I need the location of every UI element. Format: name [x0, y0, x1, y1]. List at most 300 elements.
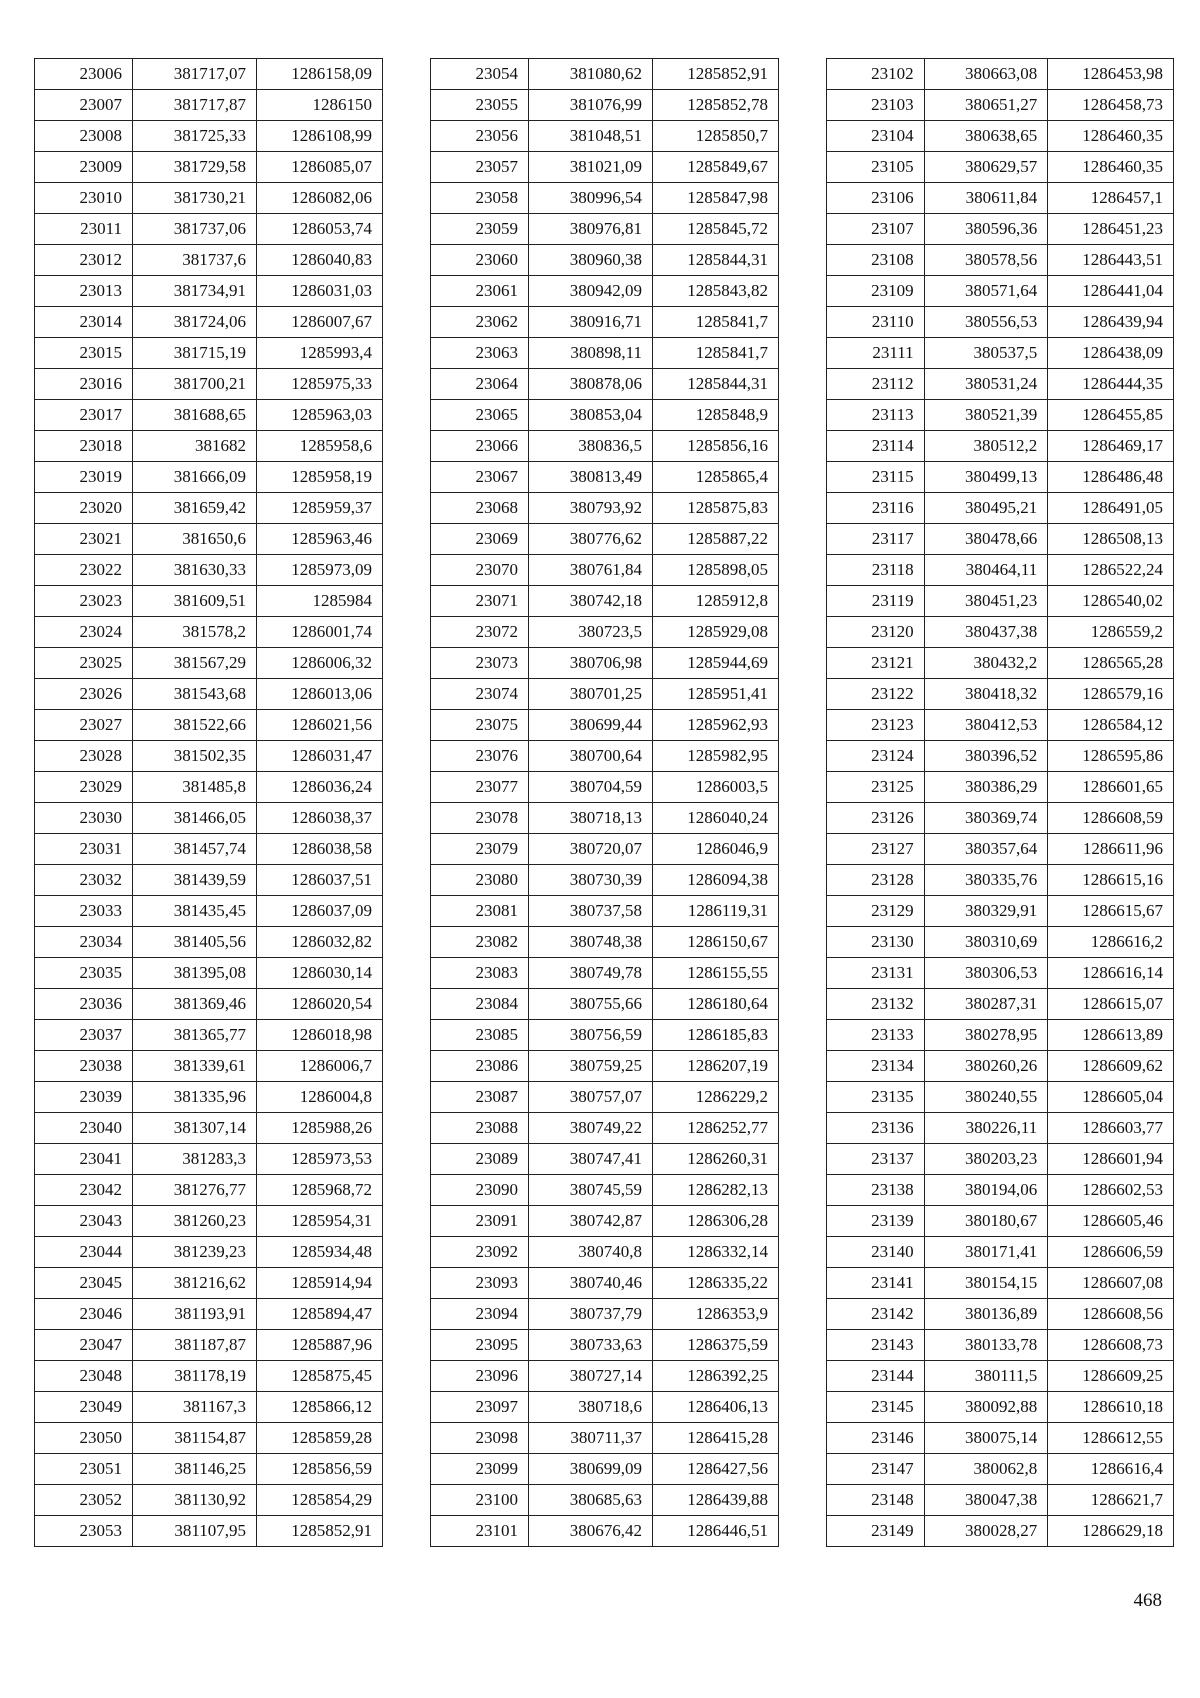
- point-id-cell: 23098: [431, 1423, 529, 1454]
- table-row: [35, 927, 383, 958]
- y-coordinate-cell: 1285849,67: [653, 152, 779, 183]
- x-coordinate-cell: 380942,09: [529, 276, 653, 307]
- table-row: [35, 1051, 383, 1082]
- point-id-cell: 23014: [35, 307, 133, 338]
- y-coordinate-cell: 1285959,37: [257, 493, 383, 524]
- x-coordinate-cell: 381609,51: [133, 586, 257, 617]
- table-row: [431, 1330, 779, 1361]
- table-row: [431, 1299, 779, 1330]
- table-row: [35, 369, 383, 400]
- y-coordinate-cell: 1285962,93: [653, 710, 779, 741]
- y-coordinate-cell: 1285968,72: [257, 1175, 383, 1206]
- point-id-cell: 23081: [431, 896, 529, 927]
- x-coordinate-cell: 381717,07: [133, 59, 257, 90]
- y-coordinate-cell: 1286443,51: [1048, 245, 1174, 276]
- point-id-cell: 23042: [35, 1175, 133, 1206]
- x-coordinate-cell: 380718,13: [529, 803, 653, 834]
- y-coordinate-cell: 1286486,48: [1048, 462, 1174, 493]
- point-id-cell: 23137: [827, 1144, 925, 1175]
- y-coordinate-cell: 1286332,14: [653, 1237, 779, 1268]
- point-id-cell: 23072: [431, 617, 529, 648]
- table-row: [431, 586, 779, 617]
- y-coordinate-cell: 1285856,16: [653, 431, 779, 462]
- x-coordinate-cell: 381021,09: [529, 152, 653, 183]
- table-row: [431, 1392, 779, 1423]
- point-id-cell: 23143: [827, 1330, 925, 1361]
- y-coordinate-cell: 1285841,7: [653, 307, 779, 338]
- point-id-cell: 23116: [827, 493, 925, 524]
- table-row: [431, 276, 779, 307]
- y-coordinate-cell: 1286438,09: [1048, 338, 1174, 369]
- x-coordinate-cell: 381682: [133, 431, 257, 462]
- table-row: [431, 1206, 779, 1237]
- x-coordinate-cell: 380730,39: [529, 865, 653, 896]
- y-coordinate-cell: 1285887,22: [653, 524, 779, 555]
- y-coordinate-cell: 1286085,07: [257, 152, 383, 183]
- y-coordinate-cell: 1286601,65: [1048, 772, 1174, 803]
- point-id-cell: 23096: [431, 1361, 529, 1392]
- y-coordinate-cell: 1286119,31: [653, 896, 779, 927]
- point-id-cell: 23046: [35, 1299, 133, 1330]
- x-coordinate-cell: 380638,65: [924, 121, 1048, 152]
- y-coordinate-cell: 1286629,18: [1048, 1516, 1174, 1547]
- point-id-cell: 23058: [431, 183, 529, 214]
- y-coordinate-cell: 1285866,12: [257, 1392, 383, 1423]
- point-id-cell: 23115: [827, 462, 925, 493]
- x-coordinate-cell: 380075,14: [924, 1423, 1048, 1454]
- y-coordinate-cell: 1286603,77: [1048, 1113, 1174, 1144]
- table-row: [35, 741, 383, 772]
- table-row: [827, 183, 1174, 214]
- point-id-cell: 23084: [431, 989, 529, 1020]
- y-coordinate-cell: 1286082,06: [257, 183, 383, 214]
- point-id-cell: 23050: [35, 1423, 133, 1454]
- x-coordinate-cell: 380194,06: [924, 1175, 1048, 1206]
- page-number: 468: [1133, 1590, 1162, 1611]
- y-coordinate-cell: 1286427,56: [653, 1454, 779, 1485]
- x-coordinate-cell: 380556,53: [924, 307, 1048, 338]
- table-row: [431, 1144, 779, 1175]
- point-id-cell: 23091: [431, 1206, 529, 1237]
- point-id-cell: 23043: [35, 1206, 133, 1237]
- point-id-cell: 23055: [431, 90, 529, 121]
- x-coordinate-cell: 380062,8: [924, 1454, 1048, 1485]
- x-coordinate-cell: 380757,07: [529, 1082, 653, 1113]
- point-id-cell: 23069: [431, 524, 529, 555]
- x-coordinate-cell: 381725,33: [133, 121, 257, 152]
- x-coordinate-cell: 381730,21: [133, 183, 257, 214]
- table-row: [35, 989, 383, 1020]
- point-id-cell: 23134: [827, 1051, 925, 1082]
- table-row: [827, 1423, 1174, 1454]
- point-id-cell: 23023: [35, 586, 133, 617]
- point-id-cell: 23044: [35, 1237, 133, 1268]
- point-id-cell: 23047: [35, 1330, 133, 1361]
- y-coordinate-cell: 1285844,31: [653, 369, 779, 400]
- y-coordinate-cell: 1285844,31: [653, 245, 779, 276]
- x-coordinate-cell: 380203,23: [924, 1144, 1048, 1175]
- point-id-cell: 23103: [827, 90, 925, 121]
- table-row: [431, 1082, 779, 1113]
- table-row: [431, 1454, 779, 1485]
- table-row: [431, 400, 779, 431]
- x-coordinate-cell: 380629,57: [924, 152, 1048, 183]
- point-id-cell: 23076: [431, 741, 529, 772]
- x-coordinate-cell: 381502,35: [133, 741, 257, 772]
- point-id-cell: 23057: [431, 152, 529, 183]
- y-coordinate-cell: 1286150,67: [653, 927, 779, 958]
- table-row: [35, 307, 383, 338]
- point-id-cell: 23145: [827, 1392, 925, 1423]
- y-coordinate-cell: 1286508,13: [1048, 524, 1174, 555]
- y-coordinate-cell: 1286406,13: [653, 1392, 779, 1423]
- point-id-cell: 23090: [431, 1175, 529, 1206]
- point-id-cell: 23056: [431, 121, 529, 152]
- y-coordinate-cell: 1286444,35: [1048, 369, 1174, 400]
- y-coordinate-cell: 1285843,82: [653, 276, 779, 307]
- table-row: [827, 1144, 1174, 1175]
- table-row: [431, 121, 779, 152]
- y-coordinate-cell: 1285847,98: [653, 183, 779, 214]
- x-coordinate-cell: 380611,84: [924, 183, 1048, 214]
- table-row: [35, 152, 383, 183]
- point-id-cell: 23040: [35, 1113, 133, 1144]
- y-coordinate-cell: 1285963,46: [257, 524, 383, 555]
- y-coordinate-cell: 1285984: [257, 586, 383, 617]
- y-coordinate-cell: 1286610,18: [1048, 1392, 1174, 1423]
- point-id-cell: 23019: [35, 462, 133, 493]
- x-coordinate-cell: 380512,2: [924, 431, 1048, 462]
- point-id-cell: 23132: [827, 989, 925, 1020]
- y-coordinate-cell: 1285852,91: [257, 1516, 383, 1547]
- y-coordinate-cell: 1286439,94: [1048, 307, 1174, 338]
- y-coordinate-cell: 1286306,28: [653, 1206, 779, 1237]
- point-id-cell: 23018: [35, 431, 133, 462]
- x-coordinate-cell: 380499,13: [924, 462, 1048, 493]
- y-coordinate-cell: 1285993,4: [257, 338, 383, 369]
- x-coordinate-cell: 380748,38: [529, 927, 653, 958]
- x-coordinate-cell: 381365,77: [133, 1020, 257, 1051]
- y-coordinate-cell: 1286353,9: [653, 1299, 779, 1330]
- point-id-cell: 23068: [431, 493, 529, 524]
- table-row: [35, 1082, 383, 1113]
- table-row: [431, 617, 779, 648]
- x-coordinate-cell: 381659,42: [133, 493, 257, 524]
- y-coordinate-cell: 1285852,91: [653, 59, 779, 90]
- point-id-cell: 23138: [827, 1175, 925, 1206]
- table-row: [827, 1237, 1174, 1268]
- y-coordinate-cell: 1286046,9: [653, 834, 779, 865]
- y-coordinate-cell: 1285912,8: [653, 586, 779, 617]
- x-coordinate-cell: 380571,64: [924, 276, 1048, 307]
- point-id-cell: 23032: [35, 865, 133, 896]
- x-coordinate-cell: 380740,8: [529, 1237, 653, 1268]
- point-id-cell: 23021: [35, 524, 133, 555]
- point-id-cell: 23133: [827, 1020, 925, 1051]
- table-row: [35, 183, 383, 214]
- table-row: [431, 803, 779, 834]
- y-coordinate-cell: 1285856,59: [257, 1454, 383, 1485]
- point-id-cell: 23031: [35, 834, 133, 865]
- x-coordinate-cell: 380776,62: [529, 524, 653, 555]
- table-row: [431, 741, 779, 772]
- x-coordinate-cell: 380357,64: [924, 834, 1048, 865]
- x-coordinate-cell: 381485,8: [133, 772, 257, 803]
- point-id-cell: 23016: [35, 369, 133, 400]
- table-row: [827, 1454, 1174, 1485]
- y-coordinate-cell: 1286559,2: [1048, 617, 1174, 648]
- x-coordinate-cell: 380701,25: [529, 679, 653, 710]
- table-row: [827, 121, 1174, 152]
- x-coordinate-cell: 380521,39: [924, 400, 1048, 431]
- x-coordinate-cell: 380180,67: [924, 1206, 1048, 1237]
- table-row: [35, 1330, 383, 1361]
- point-id-cell: 23147: [827, 1454, 925, 1485]
- point-id-cell: 23123: [827, 710, 925, 741]
- y-coordinate-cell: 1286607,08: [1048, 1268, 1174, 1299]
- table-row: [35, 1144, 383, 1175]
- point-id-cell: 23059: [431, 214, 529, 245]
- y-coordinate-cell: 1286207,19: [653, 1051, 779, 1082]
- y-coordinate-cell: 1285973,53: [257, 1144, 383, 1175]
- table-row: [35, 1516, 383, 1547]
- x-coordinate-cell: 381737,6: [133, 245, 257, 276]
- x-coordinate-cell: 380699,09: [529, 1454, 653, 1485]
- x-coordinate-cell: 380531,24: [924, 369, 1048, 400]
- point-id-cell: 23049: [35, 1392, 133, 1423]
- table-row: [35, 896, 383, 927]
- point-id-cell: 23093: [431, 1268, 529, 1299]
- y-coordinate-cell: 1285848,9: [653, 400, 779, 431]
- coordinate-table-3: [826, 58, 1174, 1547]
- x-coordinate-cell: 381080,62: [529, 59, 653, 90]
- y-coordinate-cell: 1285852,78: [653, 90, 779, 121]
- table-row: [827, 927, 1174, 958]
- point-id-cell: 23009: [35, 152, 133, 183]
- x-coordinate-cell: 381307,14: [133, 1113, 257, 1144]
- point-id-cell: 23064: [431, 369, 529, 400]
- point-id-cell: 23112: [827, 369, 925, 400]
- point-id-cell: 23085: [431, 1020, 529, 1051]
- x-coordinate-cell: 381729,58: [133, 152, 257, 183]
- y-coordinate-cell: 1286040,83: [257, 245, 383, 276]
- table-row: [827, 1485, 1174, 1516]
- point-id-cell: 23148: [827, 1485, 925, 1516]
- table-row: [827, 493, 1174, 524]
- table-row: [431, 1361, 779, 1392]
- point-id-cell: 23074: [431, 679, 529, 710]
- table-row: [35, 555, 383, 586]
- point-id-cell: 23127: [827, 834, 925, 865]
- point-id-cell: 23039: [35, 1082, 133, 1113]
- y-coordinate-cell: 1286469,17: [1048, 431, 1174, 462]
- x-coordinate-cell: 380412,53: [924, 710, 1048, 741]
- point-id-cell: 23136: [827, 1113, 925, 1144]
- table-row: [827, 524, 1174, 555]
- y-coordinate-cell: 1285988,26: [257, 1113, 383, 1144]
- point-id-cell: 23129: [827, 896, 925, 927]
- y-coordinate-cell: 1286185,83: [653, 1020, 779, 1051]
- x-coordinate-cell: 380111,5: [924, 1361, 1048, 1392]
- y-coordinate-cell: 1286605,46: [1048, 1206, 1174, 1237]
- y-coordinate-cell: 1286606,59: [1048, 1237, 1174, 1268]
- y-coordinate-cell: 1286037,51: [257, 865, 383, 896]
- point-id-cell: 23092: [431, 1237, 529, 1268]
- x-coordinate-cell: 380464,11: [924, 555, 1048, 586]
- table-row: [35, 1175, 383, 1206]
- y-coordinate-cell: 1286013,06: [257, 679, 383, 710]
- x-coordinate-cell: 380704,59: [529, 772, 653, 803]
- y-coordinate-cell: 1286609,62: [1048, 1051, 1174, 1082]
- x-coordinate-cell: 381650,6: [133, 524, 257, 555]
- table-row: [827, 276, 1174, 307]
- table-row: [431, 1020, 779, 1051]
- y-coordinate-cell: 1285845,72: [653, 214, 779, 245]
- point-id-cell: 23017: [35, 400, 133, 431]
- point-id-cell: 23144: [827, 1361, 925, 1392]
- table-row: [827, 307, 1174, 338]
- table-row: [35, 493, 383, 524]
- point-id-cell: 23033: [35, 896, 133, 927]
- y-coordinate-cell: 1285929,08: [653, 617, 779, 648]
- table-row: [431, 1113, 779, 1144]
- x-coordinate-cell: 381276,77: [133, 1175, 257, 1206]
- x-coordinate-cell: 380836,5: [529, 431, 653, 462]
- point-id-cell: 23146: [827, 1423, 925, 1454]
- y-coordinate-cell: 1286038,58: [257, 834, 383, 865]
- y-coordinate-cell: 1286040,24: [653, 803, 779, 834]
- table-row: [827, 741, 1174, 772]
- x-coordinate-cell: 381405,56: [133, 927, 257, 958]
- table-row: [35, 1020, 383, 1051]
- y-coordinate-cell: 1286415,28: [653, 1423, 779, 1454]
- point-id-cell: 23088: [431, 1113, 529, 1144]
- table-row: [827, 1392, 1174, 1423]
- table-row: [431, 431, 779, 462]
- x-coordinate-cell: 380226,11: [924, 1113, 1048, 1144]
- point-id-cell: 23120: [827, 617, 925, 648]
- y-coordinate-cell: 1286094,38: [653, 865, 779, 896]
- y-coordinate-cell: 1286608,73: [1048, 1330, 1174, 1361]
- x-coordinate-cell: 380793,92: [529, 493, 653, 524]
- y-coordinate-cell: 1286611,96: [1048, 834, 1174, 865]
- point-id-cell: 23048: [35, 1361, 133, 1392]
- x-coordinate-cell: 380737,79: [529, 1299, 653, 1330]
- y-coordinate-cell: 1286001,74: [257, 617, 383, 648]
- table-row: [827, 710, 1174, 741]
- table-row: [35, 1113, 383, 1144]
- y-coordinate-cell: 1286615,07: [1048, 989, 1174, 1020]
- point-id-cell: 23131: [827, 958, 925, 989]
- point-id-cell: 23061: [431, 276, 529, 307]
- x-coordinate-cell: 380451,23: [924, 586, 1048, 617]
- point-id-cell: 23026: [35, 679, 133, 710]
- x-coordinate-cell: 380755,66: [529, 989, 653, 1020]
- point-id-cell: 23135: [827, 1082, 925, 1113]
- x-coordinate-cell: 380700,64: [529, 741, 653, 772]
- y-coordinate-cell: 1285934,48: [257, 1237, 383, 1268]
- x-coordinate-cell: 381543,68: [133, 679, 257, 710]
- y-coordinate-cell: 1285954,31: [257, 1206, 383, 1237]
- y-coordinate-cell: 1285982,95: [653, 741, 779, 772]
- point-id-cell: 23027: [35, 710, 133, 741]
- table-row: [35, 1206, 383, 1237]
- table-row: [827, 1082, 1174, 1113]
- table-row: [35, 679, 383, 710]
- point-id-cell: 23065: [431, 400, 529, 431]
- y-coordinate-cell: 1286615,67: [1048, 896, 1174, 927]
- point-id-cell: 23010: [35, 183, 133, 214]
- x-coordinate-cell: 380878,06: [529, 369, 653, 400]
- table-row: [827, 586, 1174, 617]
- x-coordinate-cell: 380742,18: [529, 586, 653, 617]
- x-coordinate-cell: 381187,87: [133, 1330, 257, 1361]
- y-coordinate-cell: 1286579,16: [1048, 679, 1174, 710]
- y-coordinate-cell: 1286522,24: [1048, 555, 1174, 586]
- y-coordinate-cell: 1286038,37: [257, 803, 383, 834]
- point-id-cell: 23052: [35, 1485, 133, 1516]
- y-coordinate-cell: 1286540,02: [1048, 586, 1174, 617]
- table-row: [431, 865, 779, 896]
- y-coordinate-cell: 1286260,31: [653, 1144, 779, 1175]
- x-coordinate-cell: 381339,61: [133, 1051, 257, 1082]
- y-coordinate-cell: 1286020,54: [257, 989, 383, 1020]
- x-coordinate-cell: 380813,49: [529, 462, 653, 493]
- point-id-cell: 23051: [35, 1454, 133, 1485]
- y-coordinate-cell: 1286392,25: [653, 1361, 779, 1392]
- point-id-cell: 23013: [35, 276, 133, 307]
- table-row: [35, 59, 383, 90]
- table-row: [431, 772, 779, 803]
- table-row: [35, 710, 383, 741]
- y-coordinate-cell: 1286460,35: [1048, 152, 1174, 183]
- table-row: [431, 59, 779, 90]
- table-row: [431, 369, 779, 400]
- y-coordinate-cell: 1286032,82: [257, 927, 383, 958]
- point-id-cell: 23095: [431, 1330, 529, 1361]
- x-coordinate-cell: 380747,41: [529, 1144, 653, 1175]
- y-coordinate-cell: 1286439,88: [653, 1485, 779, 1516]
- point-id-cell: 23036: [35, 989, 133, 1020]
- x-coordinate-cell: 380047,38: [924, 1485, 1048, 1516]
- table-row: [35, 958, 383, 989]
- table-row: [35, 524, 383, 555]
- y-coordinate-cell: 1286158,09: [257, 59, 383, 90]
- y-coordinate-cell: 1285973,09: [257, 555, 383, 586]
- y-coordinate-cell: 1285914,94: [257, 1268, 383, 1299]
- x-coordinate-cell: 380335,76: [924, 865, 1048, 896]
- y-coordinate-cell: 1286612,55: [1048, 1423, 1174, 1454]
- table-row: [827, 648, 1174, 679]
- y-coordinate-cell: 1286031,03: [257, 276, 383, 307]
- point-id-cell: 23035: [35, 958, 133, 989]
- point-id-cell: 23128: [827, 865, 925, 896]
- table-row: [827, 1268, 1174, 1299]
- y-coordinate-cell: 1285951,41: [653, 679, 779, 710]
- point-id-cell: 23034: [35, 927, 133, 958]
- y-coordinate-cell: 1285850,7: [653, 121, 779, 152]
- x-coordinate-cell: 380329,91: [924, 896, 1048, 927]
- y-coordinate-cell: 1286565,28: [1048, 648, 1174, 679]
- x-coordinate-cell: 380495,21: [924, 493, 1048, 524]
- x-coordinate-cell: 380737,58: [529, 896, 653, 927]
- table-row: [431, 834, 779, 865]
- table-row: [35, 1392, 383, 1423]
- table-row: [431, 1268, 779, 1299]
- point-id-cell: 23073: [431, 648, 529, 679]
- x-coordinate-cell: 380136,89: [924, 1299, 1048, 1330]
- table-row: [35, 245, 383, 276]
